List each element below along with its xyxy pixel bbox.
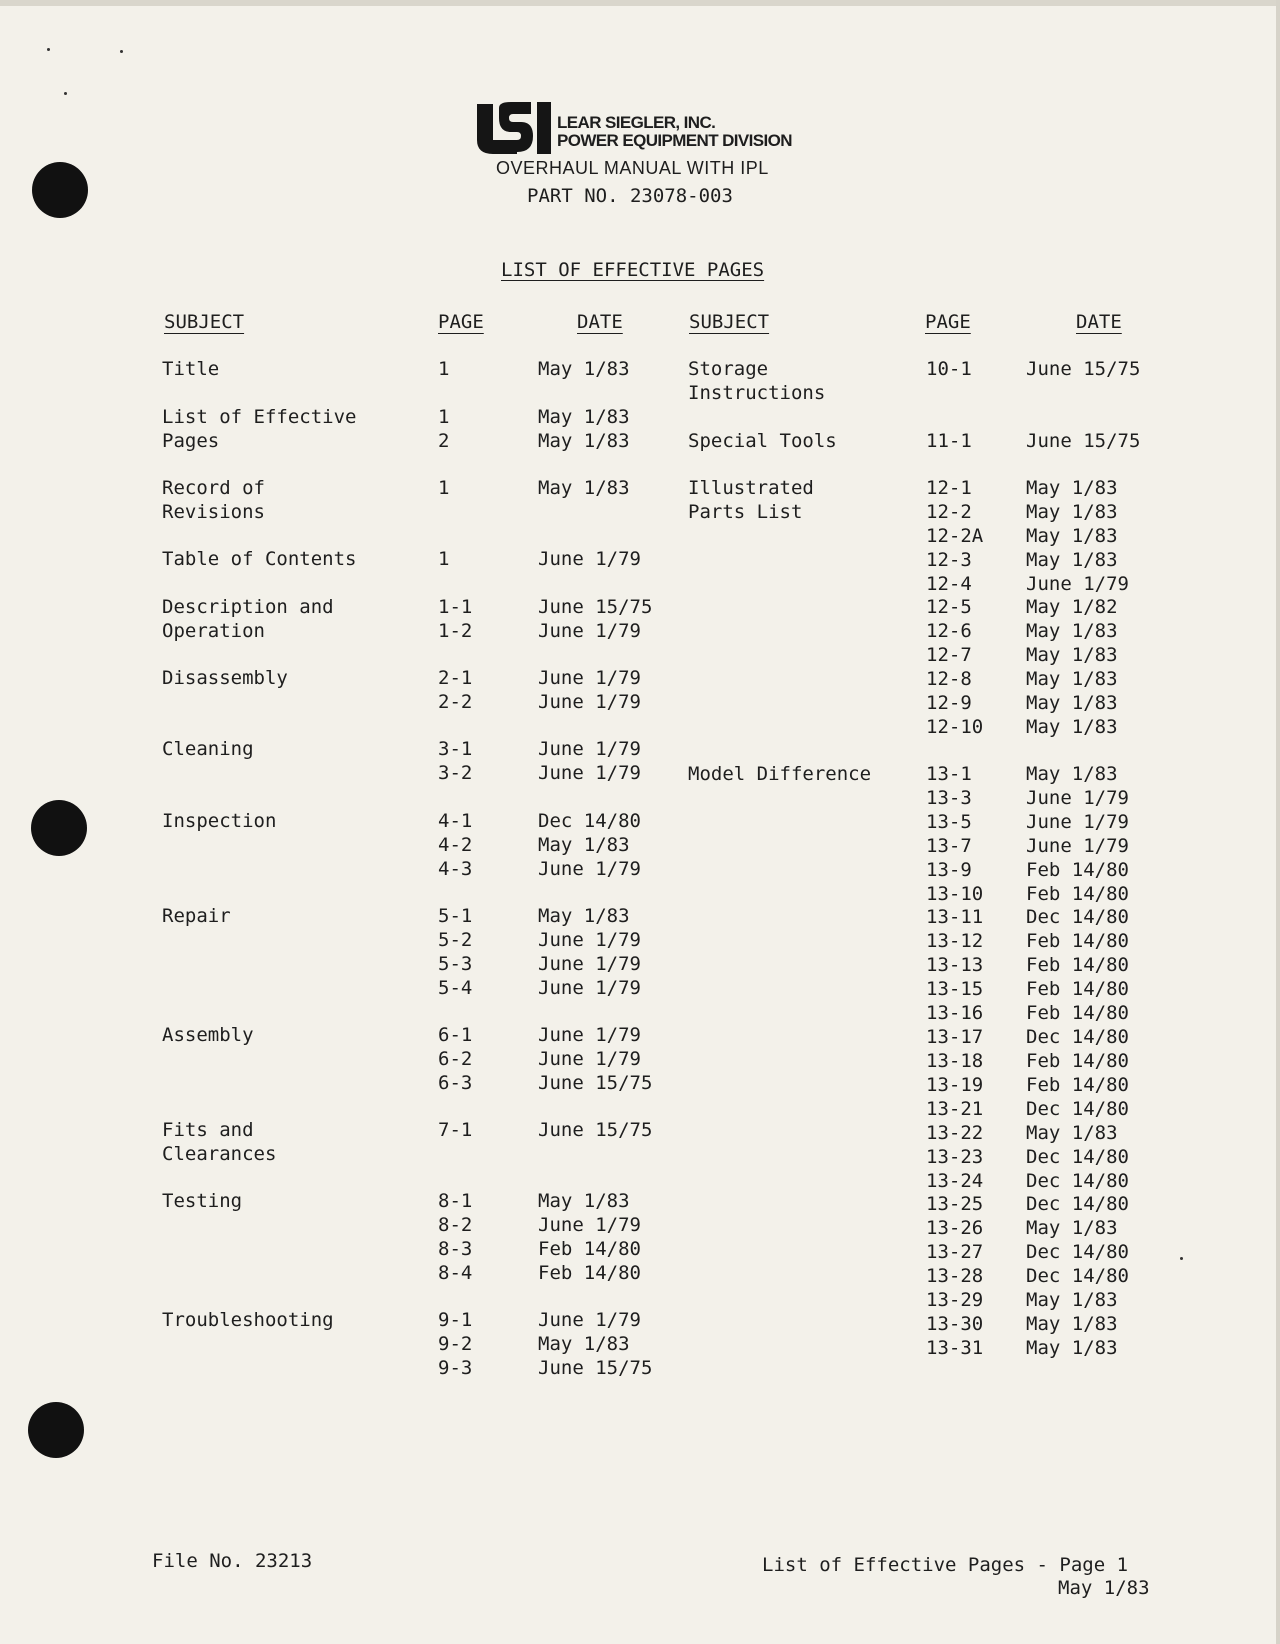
page-title: LIST OF EFFECTIVE PAGES (501, 259, 765, 281)
left-row-subject: Clearances (162, 1143, 277, 1165)
left-row-page: 5-2 (438, 929, 473, 951)
right-row-date: Dec 14/80 (1026, 906, 1129, 928)
right-row-date: May 1/83 (1026, 1289, 1118, 1311)
left-row-date: June 15/75 (538, 596, 653, 618)
binder-hole-top (32, 162, 88, 218)
file-number: File No. 23213 (152, 1550, 313, 1572)
left-row-subject: Inspection (162, 810, 277, 832)
left-row-date: May 1/83 (538, 905, 630, 927)
right-row-page: 13-21 (926, 1098, 984, 1120)
left-date-header: DATE (577, 311, 623, 333)
scan-speck (120, 50, 123, 53)
left-row-subject: Table of Contents (162, 548, 357, 570)
right-row-page: 12-1 (926, 477, 972, 499)
left-row-date: June 1/79 (538, 762, 641, 784)
left-row-page: 2-1 (438, 667, 473, 689)
left-row-page: 8-3 (438, 1238, 473, 1260)
right-row-page: 12-10 (926, 716, 984, 738)
right-row-page: 13-26 (926, 1217, 984, 1239)
part-number: PART NO. 23078-003 (527, 185, 733, 207)
left-row-page: 1 (438, 406, 450, 428)
right-row-date: Dec 14/80 (1026, 1241, 1129, 1263)
left-row-page: 3-2 (438, 762, 473, 784)
right-row-page: 12-5 (926, 596, 972, 618)
right-row-date: June 1/79 (1026, 835, 1129, 857)
right-row-page: 13-5 (926, 811, 972, 833)
left-row-date: June 1/79 (538, 1309, 641, 1331)
right-row-page: 13-1 (926, 763, 972, 785)
left-row-subject: Title (162, 358, 220, 380)
right-row-page: 12-7 (926, 644, 972, 666)
right-row-page: 13-19 (926, 1074, 984, 1096)
left-row-subject: Record of (162, 477, 265, 499)
right-row-page: 13-17 (926, 1026, 984, 1048)
lsi-logo-icon (473, 100, 555, 156)
left-row-page: 3-1 (438, 738, 473, 760)
scan-speck (47, 48, 50, 51)
left-row-subject: List of Effective (162, 406, 357, 428)
left-row-date: June 1/79 (538, 929, 641, 951)
right-row-page: 13-16 (926, 1002, 984, 1024)
left-row-date: May 1/83 (538, 477, 630, 499)
scan-speck (1180, 1257, 1183, 1260)
left-subject-header: SUBJECT (164, 311, 245, 333)
left-row-subject: Assembly (162, 1024, 254, 1046)
left-row-subject: Cleaning (162, 738, 254, 760)
scan-speck (64, 92, 67, 95)
right-row-page: 12-6 (926, 620, 972, 642)
right-row-date: Dec 14/80 (1026, 1265, 1129, 1287)
left-row-page: 2-2 (438, 691, 473, 713)
left-row-date: Dec 14/80 (538, 810, 641, 832)
left-row-date: June 1/79 (538, 738, 641, 760)
right-row-page: 13-22 (926, 1122, 984, 1144)
right-row-date: June 1/79 (1026, 787, 1129, 809)
right-row-page: 10-1 (926, 358, 972, 380)
left-row-subject: Description and (162, 596, 334, 618)
right-row-date: Feb 14/80 (1026, 930, 1129, 952)
left-row-date: Feb 14/80 (538, 1262, 641, 1284)
right-row-date: May 1/83 (1026, 1122, 1118, 1144)
left-page-header: PAGE (438, 311, 484, 333)
right-row-date: Feb 14/80 (1026, 859, 1129, 881)
right-row-date: Dec 14/80 (1026, 1170, 1129, 1192)
company-division: POWER EQUIPMENT DIVISION (557, 131, 792, 150)
right-row-page: 13-23 (926, 1146, 984, 1168)
right-row-page: 13-15 (926, 978, 984, 1000)
left-row-page: 1-1 (438, 596, 473, 618)
left-row-subject: Pages (162, 430, 220, 452)
right-row-date: Feb 14/80 (1026, 954, 1129, 976)
right-row-date: May 1/83 (1026, 1217, 1118, 1239)
left-row-page: 5-3 (438, 953, 473, 975)
right-row-page: 12-4 (926, 573, 972, 595)
right-row-date: May 1/83 (1026, 620, 1118, 642)
right-row-subject: Storage (688, 358, 769, 380)
right-row-date: June 1/79 (1026, 573, 1129, 595)
right-row-date: May 1/83 (1026, 1313, 1118, 1335)
page-label: List of Effective Pages - Page 1 (762, 1554, 1129, 1576)
right-row-subject: Special Tools (688, 430, 837, 452)
right-row-page: 12-3 (926, 549, 972, 571)
right-row-date: May 1/83 (1026, 763, 1118, 785)
right-row-page: 13-7 (926, 835, 972, 857)
left-row-page: 5-1 (438, 905, 473, 927)
left-row-date: June 1/79 (538, 691, 641, 713)
left-row-date: June 1/79 (538, 858, 641, 880)
right-row-date: Dec 14/80 (1026, 1098, 1129, 1120)
left-row-page: 9-2 (438, 1333, 473, 1355)
left-row-date: June 15/75 (538, 1357, 653, 1379)
left-row-page: 6-3 (438, 1072, 473, 1094)
right-row-date: Dec 14/80 (1026, 1026, 1129, 1048)
right-row-page: 13-25 (926, 1193, 984, 1215)
left-row-date: June 1/79 (538, 977, 641, 999)
right-row-date: May 1/83 (1026, 692, 1118, 714)
right-date-header: DATE (1076, 311, 1122, 333)
left-row-page: 8-1 (438, 1190, 473, 1212)
right-row-page: 13-27 (926, 1241, 984, 1263)
right-row-date: May 1/83 (1026, 716, 1118, 738)
left-row-date: June 15/75 (538, 1119, 653, 1141)
right-row-page: 12-8 (926, 668, 972, 690)
left-row-date: June 1/79 (538, 1214, 641, 1236)
left-row-page: 6-2 (438, 1048, 473, 1070)
left-row-date: May 1/83 (538, 834, 630, 856)
right-row-page: 12-2 (926, 501, 972, 523)
right-row-page: 13-18 (926, 1050, 984, 1072)
right-row-date: June 15/75 (1026, 430, 1141, 452)
binder-hole-bottom (28, 1402, 84, 1458)
left-row-page: 2 (438, 430, 450, 452)
left-row-subject: Testing (162, 1190, 243, 1212)
left-row-date: May 1/83 (538, 1333, 630, 1355)
right-row-date: May 1/83 (1026, 644, 1118, 666)
right-row-page: 13-13 (926, 954, 984, 976)
company-logo (473, 100, 813, 160)
right-row-date: May 1/83 (1026, 501, 1118, 523)
right-row-page: 13-9 (926, 859, 972, 881)
right-row-page: 13-28 (926, 1265, 984, 1287)
left-row-date: June 1/79 (538, 620, 641, 642)
right-row-subject: Illustrated (688, 477, 814, 499)
right-row-subject: Parts List (688, 501, 803, 523)
left-row-subject: Revisions (162, 501, 265, 523)
binder-hole-middle (31, 800, 87, 856)
left-row-date: May 1/83 (538, 358, 630, 380)
left-row-date: June 1/79 (538, 1048, 641, 1070)
left-row-page: 5-4 (438, 977, 473, 999)
left-row-page: 4-3 (438, 858, 473, 880)
left-row-date: May 1/83 (538, 430, 630, 452)
left-row-page: 1 (438, 548, 450, 570)
left-row-page: 4-2 (438, 834, 473, 856)
right-row-date: Dec 14/80 (1026, 1146, 1129, 1168)
left-row-date: May 1/83 (538, 406, 630, 428)
left-row-date: June 1/79 (538, 953, 641, 975)
right-row-page: 13-24 (926, 1170, 984, 1192)
left-row-date: June 1/79 (538, 667, 641, 689)
left-row-date: June 1/79 (538, 548, 641, 570)
right-row-date: May 1/82 (1026, 596, 1118, 618)
right-row-page: 13-11 (926, 906, 984, 928)
left-row-page: 7-1 (438, 1119, 473, 1141)
left-row-page: 6-1 (438, 1024, 473, 1046)
right-subject-header: SUBJECT (689, 311, 770, 333)
right-row-date: May 1/83 (1026, 1337, 1118, 1359)
left-row-page: 1-2 (438, 620, 473, 642)
left-row-date: May 1/83 (538, 1190, 630, 1212)
left-row-date: June 1/79 (538, 1024, 641, 1046)
page-right-edge (1276, 0, 1280, 1644)
right-row-date: Feb 14/80 (1026, 1050, 1129, 1072)
right-row-date: May 1/83 (1026, 549, 1118, 571)
right-row-date: Feb 14/80 (1026, 1074, 1129, 1096)
left-row-subject: Disassembly (162, 667, 288, 689)
right-row-page: 13-12 (926, 930, 984, 952)
left-row-subject: Repair (162, 905, 231, 927)
left-row-date: Feb 14/80 (538, 1238, 641, 1260)
right-row-date: Feb 14/80 (1026, 883, 1129, 905)
right-row-page: 13-10 (926, 883, 984, 905)
left-row-page: 8-4 (438, 1262, 473, 1284)
left-row-page: 1 (438, 477, 450, 499)
left-row-page: 9-1 (438, 1309, 473, 1331)
manual-title: OVERHAUL MANUAL WITH IPL (496, 158, 769, 178)
right-row-date: May 1/83 (1026, 668, 1118, 690)
right-row-page: 12-9 (926, 692, 972, 714)
right-row-subject: Instructions (688, 382, 826, 404)
left-row-page: 8-2 (438, 1214, 473, 1236)
right-row-date: May 1/83 (1026, 525, 1118, 547)
right-row-page: 13-30 (926, 1313, 984, 1335)
right-row-date: June 15/75 (1026, 358, 1141, 380)
page-date: May 1/83 (1058, 1577, 1150, 1599)
left-row-page: 1 (438, 358, 450, 380)
right-row-date: May 1/83 (1026, 477, 1118, 499)
right-row-date: Dec 14/80 (1026, 1193, 1129, 1215)
right-row-page: 13-3 (926, 787, 972, 809)
right-row-page: 13-29 (926, 1289, 984, 1311)
right-row-page: 13-31 (926, 1337, 984, 1359)
right-row-page: 12-2A (926, 525, 984, 547)
right-row-subject: Model Difference (688, 763, 872, 785)
left-row-subject: Fits and (162, 1119, 254, 1141)
right-row-date: Feb 14/80 (1026, 1002, 1129, 1024)
left-row-subject: Troubleshooting (162, 1309, 334, 1331)
left-row-date: June 15/75 (538, 1072, 653, 1094)
left-row-page: 4-1 (438, 810, 473, 832)
right-page-header: PAGE (925, 311, 971, 333)
right-row-page: 11-1 (926, 430, 972, 452)
right-row-date: June 1/79 (1026, 811, 1129, 833)
left-row-subject: Operation (162, 620, 265, 642)
left-row-page: 9-3 (438, 1357, 473, 1379)
right-row-date: Feb 14/80 (1026, 978, 1129, 1000)
page-top-edge (0, 0, 1280, 6)
company-name: LEAR SIEGLER, INC. (557, 113, 716, 132)
